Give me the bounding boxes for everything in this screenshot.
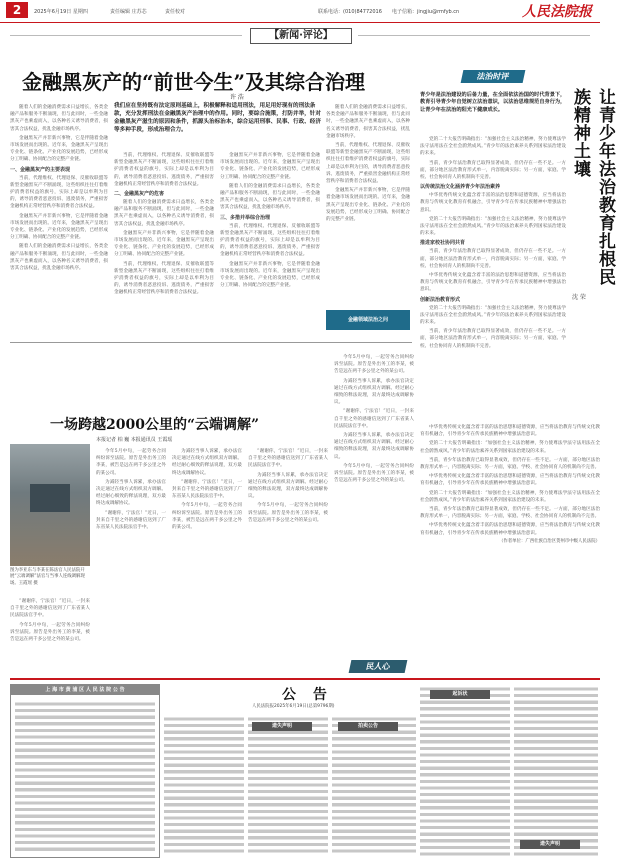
paragraph: 中华优秀传统文化蕴含着丰富的法治思想和道德资源，应当将法治教育与传统文化教育有机融合，引导青少年在传承民族精神中增强法治意识。 <box>420 273 566 293</box>
email: 电子信箱：jingjiu@rmfyb.cn <box>392 9 460 15</box>
paragraph: 今年5月中旬，一起劳务合同纠纷诉至法院。原告是外出务工的李某，被告是远在两千多公里之外的某公司。 <box>10 622 90 643</box>
sidebar-headline: 让青少年法治教育扎根民族精神土壤 <box>570 88 615 286</box>
paragraph: 当前，青少年法治教育已取得显著成效，但仍存在一些不足。一方面，部分地区法治教育形式单一，内容脱离实际；另一方面，家庭、学校、社会协同育人的机制尚不完善。 <box>420 160 566 181</box>
paragraph: 为减轻当事人诉累，承办法官决定通过在线方式组织双方调解。经过耐心细致的释法说理，双方最终达成调解协议。 <box>248 472 328 500</box>
paragraph: “谢谢你，宁法官！”近日，一封来自千里之外的感谢信送到了广东省某人民法院法官手中。 <box>96 510 166 531</box>
sidebar-author: 沈 荣 <box>572 294 586 301</box>
paragraph: 当前，代理维权、代理退保、反催收联盟等新型金融黑灰产不断涌现，这些组织往往打着维护消费者权益的旗号，实际上却是以牟利为目的，诱导消费者恶意投诉、逃废债务，严重损害金融机构正常经营秩序和消费者合法权益。 <box>114 153 214 187</box>
divider <box>358 35 590 36</box>
paragraph: 为减轻当事人诉累，承办法官决定通过在线方式组织双方调解。经过耐心细致的释法说理，双方最终达成调解协议。 <box>334 378 414 406</box>
paragraph: 金融黑灰产并非新兴事物，它是伴随着金融市场发展而出现的。近年来，金融黑灰产呈现出专业化、链条化、产业化的发展趋势，已经形成分工明确、协同配合的完整产业链。 <box>220 261 320 289</box>
sidebar-footer: （作者单位：广西壮族自治区贺州市中级人民法院） <box>499 538 600 544</box>
proof-credit: 责任校对 <box>165 9 186 15</box>
paragraph: 当前，代理维权、代理退保、反催收联盟等新型金融黑灰产不断涌现，这些组织往往打着维护消费者权益的旗号，实际上却是以牟利为目的，诱导消费者恶意投诉、逃废债务，严重损害金融机构正常经营秩序和消费者合法权益。 <box>114 261 214 296</box>
paragraph: 当前，青少年法治教育已取得显著成效，但仍存在一些不足。一方面，部分地区法治教育形式单一，内容脱离实际；另一方面，家庭、学校、社会协同育人的机制尚不完善。 <box>420 329 566 349</box>
main-column-3 <box>220 152 320 336</box>
paragraph: 为减轻当事人诉累，承办法官决定通过在线方式组织双方调解。经过耐心细致的释法说理，双方最终达成调解协议。 <box>172 449 242 476</box>
feature-column-2 <box>96 448 166 674</box>
announcement-column <box>332 714 416 856</box>
notice-tag: 遗失声明 <box>520 840 580 849</box>
paragraph: 当前，青少年法治教育已取得显著成效，但仍存在一些不足。一方面，部分地区法治教育形式单一，内容脱离实际；另一方面，家庭、学校、社会协同育人的机制尚不完善。 <box>420 457 600 471</box>
sidebar-lead: 青少年是法治建设的后备力量，在全面依法治国的时代背景下，教育引导青少年自觉树立法治意识，以法治思维规范自身行为，让青少年在法治的阳光下健康成长。 <box>420 92 566 113</box>
paragraph: 党的二十大报告明确指出：“加强社会主义法治精神，努力使尊法学法守法用法在全社会蔚然成风。”青少年的法治素养关系到国家法治建设的未来。 <box>420 490 600 503</box>
feature-photo <box>10 444 90 566</box>
subhead: 三、多措并举综合治理 <box>220 214 271 221</box>
screen-shape <box>30 484 70 512</box>
newspaper-logo: 人民法院报 <box>522 4 592 20</box>
divider <box>10 35 242 36</box>
notice-tag: 起诉状 <box>430 690 490 699</box>
hotline: 联系电话：(010)84772016 <box>318 9 382 15</box>
column-logo: 金融领域法治之问 <box>326 310 410 330</box>
paragraph: 党的二十大报告明确指出：“加强社会主义法治精神，努力使尊法学法守法用法在全社会蔚然成风。”青少年的法治素养关系到国家法治建设的未来。 <box>420 441 600 454</box>
subhead: 二、金融黑灰产的危害 <box>114 191 165 198</box>
main-column-4 <box>326 104 410 336</box>
commentary-banner: 法治时评 <box>461 70 526 83</box>
announcement-column <box>248 714 328 856</box>
paragraph: “谢谢你，宁法官！”近日，一封来自千里之外的感谢信送到了广东省某人民法院法官手中。 <box>248 449 328 469</box>
main-column-1 <box>10 104 108 336</box>
section-divider <box>10 678 600 680</box>
announcement-title: 公 告 <box>282 687 333 703</box>
paragraph: 当前，青少年法治教育已取得显著成效，但仍存在一些不足。一方面，部分地区法治教育形式单一，内容脱离实际；另一方面，家庭、学校、社会协同育人的机制尚不完善。 <box>420 507 600 520</box>
paragraph: 随着人们的金融消费需求日益增长，各类金融产品和服务不断涌现，但与此同时，一些金融黑灰产也乘虚而入，以各种名义诱导消费者，损害其合法权益，扰乱金融市场秩序。 <box>10 105 108 132</box>
feature-column-5 <box>334 354 414 654</box>
subhead: 以传统法治文化涵养青少年法治素养 <box>420 184 501 191</box>
paragraph: 党的二十大报告明确指出：“加强社会主义法治精神，努力使尊法学法守法用法在全社会蔚然成风。”青少年的法治素养关系到国家法治建设的未来。 <box>420 137 566 157</box>
paragraph: 当前，青少年法治教育已取得显著成效，但仍存在一些不足。一方面，部分地区法治教育形式单一，内容脱离实际；另一方面，家庭、学校、社会协同育人的机制尚不完善。 <box>420 249 566 269</box>
feature-caption: 图为李亚东与李某在陈法官人民法院开展“云端调解”法官与当事人连线调解现场。王霞瑶 摄 <box>10 568 85 586</box>
paragraph: 金融黑灰产并非新兴事物，它是伴随着金融市场发展而出现的。近年来，金融黑灰产呈现出专业化、链条化、产业化的发展趋势，已经形成分工明确、协同配合的完整产业链。 <box>114 230 214 258</box>
paragraph: “谢谢你，宁法官！”近日，一封来自千里之外的感谢信送到了广东省某人民法院法官手中。 <box>10 599 90 619</box>
paragraph: 中华优秀传统文化蕴含着丰富的法治思想和道德资源，应当将法治教育与传统文化教育有机融合，引导青少年在传承民族精神中增强法治意识。 <box>420 193 566 213</box>
paragraph: 今年5月中旬，一起劳务合同纠纷诉至法院。原告是外出务工的李某，被告是远在两千多公里之外的某公司。 <box>334 355 414 375</box>
feature-logo: 民人心 <box>349 660 408 673</box>
feature-column-4 <box>248 448 328 674</box>
paragraph: 今年5月中旬，一起劳务合同纠纷诉至法院。原告是外出务工的李某，被告是远在两千多公里之外的某公司。 <box>172 503 242 531</box>
main-lead: 我们应在坚持既有法定原则基础上，积极解释和适用刑法，用足用好现有的刑法条款，充分发挥刑法在金融黑灰产治理中的作用。同时，要综合施策，打防并举，针对金融黑灰产滋生的原因和条件，抓源头治标治本，综合运用刑事、民事、行政、经济等多种手段，形成治理合力。 <box>114 103 321 133</box>
paragraph: 中华优秀传统文化蕴含着丰富的法治思想和道德资源，应当将法治教育与传统文化教育有机融合，引导青少年在传承民族精神中增强法治意识。 <box>420 474 600 487</box>
notice-tag: 遗失声明 <box>252 722 312 731</box>
announcement-column <box>164 714 244 856</box>
paragraph: 随着人们的金融消费需求日益增长，各类金融产品和服务不断涌现，但与此同时，一些金融黑灰产也乘虚而入，以各种名义诱导消费者，损害其合法权益，扰乱金融市场秩序。 <box>10 244 108 272</box>
page-header <box>0 0 600 23</box>
subhead: 推进家校社协同共育 <box>420 240 466 247</box>
editor-credit: 责任编辑 庄苏芯 <box>110 9 147 15</box>
ad-text-block <box>15 699 155 853</box>
paragraph: 当前，代理维权、代理退保、反催收联盟等新型金融黑灰产不断涌现，这些组织往往打着维护消费者权益的旗号，实际上却是以牟利为目的，诱导消费者恶意投诉、逃废债务，严重损害金融机构正常经营秩序和消费者合法权益。 <box>326 143 410 185</box>
paragraph: 金融黑灰产并非新兴事物，它是伴随着金融市场发展而出现的。近年来，金融黑灰产呈现出专业化、链条化、产业化的发展趋势，已经形成分工明确、协同配合的完整产业链。 <box>220 153 320 180</box>
main-column-2 <box>114 152 214 336</box>
paragraph: 为减轻当事人诉累，承办法官决定通过在线方式组织双方调解。经过耐心细致的释法说理，双方最终达成调解协议。 <box>96 479 166 507</box>
divider <box>10 342 412 343</box>
sidebar-body <box>420 136 566 420</box>
paragraph: 今年5月中旬，一起劳务合同纠纷诉至法院。原告是外出务工的李某，被告是远在两千多公里之外的某公司。 <box>334 463 414 484</box>
sidebar-body-lower <box>420 424 600 704</box>
paragraph: 当前，代理维权、代理退保、反催收联盟等新型金融黑灰产不断涌现，这些组织往往打着维护消费者权益的旗号，实际上却是以牟利为目的，诱导消费者恶意投诉、逃废债务，严重损害金融机构正常经营秩序和消费者合法权益。 <box>220 223 320 258</box>
paragraph: 中华优秀传统文化蕴含着丰富的法治思想和道德资源，应当将法治教育与传统文化教育有机融合，引导青少年在传承民族精神中增强法治意识。 <box>420 523 600 536</box>
paragraph: 金融黑灰产并非新兴事物，它是伴随着金融市场发展而出现的。近年来，金融黑灰产呈现出专业化、链条化、产业化的发展趋势，已经形成分工明确、协同配合的完整产业链。 <box>326 188 410 223</box>
announcement-column <box>514 684 598 856</box>
main-headline: 金融黑灰产的“前世今生”及其综合治理 <box>22 70 366 94</box>
page-number: 2 <box>6 2 28 18</box>
feature-headline: 一场跨越2000公里的“云端调解” <box>50 417 260 433</box>
paragraph: 随着人们的金融消费需求日益增长，各类金融产品和服务不断涌现，但与此同时，一些金融黑灰产也乘虚而入，以各种名义诱导消费者，损害其合法权益，扰乱金融市场秩序。 <box>326 105 410 139</box>
main-author: 许 浩 <box>230 94 244 101</box>
announcement-subtitle: 人民法院报2025年6月19日(总第9796期) <box>252 704 335 709</box>
announcement-column <box>420 684 510 856</box>
paragraph: 随着人们的金融消费需求日益增长，各类金融产品和服务不断涌现，但与此同时，一些金融黑灰产也乘虚而入，以各种名义诱导消费者，损害其合法权益，扰乱金融市场秩序。 <box>114 200 214 227</box>
feature-column-3 <box>172 448 242 674</box>
paragraph: 为减轻当事人诉累，承办法官决定通过在线方式组织双方调解。经过耐心细致的释法说理，双方最终达成调解协议。 <box>334 433 414 460</box>
paragraph: “谢谢你，宁法官！”近日，一封来自千里之外的感谢信送到了广东省某人民法院法官手中。 <box>172 479 242 500</box>
paragraph: 党的二十大报告明确指出：“加强社会主义法治精神，努力使尊法学法守法用法在全社会蔚然成风。”青少年的法治素养关系到国家法治建设的未来。 <box>420 216 566 237</box>
ad-title: 上 海 市 黄 浦 区 人 民 法 院 公 告 <box>11 685 159 695</box>
subhead: 一、金融黑灰产的主要表现 <box>10 166 71 173</box>
paragraph: 今年5月中旬，一起劳务合同纠纷诉至法院。原告是外出务工的李某，被告是远在两千多公里之外的某公司。 <box>96 449 166 476</box>
ad-box <box>10 684 160 858</box>
paragraph: 今年5月中旬，一起劳务合同纠纷诉至法院。原告是外出务工的李某，被告是远在两千多公里之外的某公司。 <box>248 503 328 523</box>
paragraph: 金融黑灰产并非新兴事物，它是伴随着金融市场发展而出现的。近年来，金融黑灰产呈现出专业化、链条化、产业化的发展趋势，已经形成分工明确、协同配合的完整产业链。 <box>10 213 108 241</box>
section-title: 【新闻·评论】 <box>250 28 352 44</box>
paragraph: 中华优秀传统文化蕴含着丰富的法治思想和道德资源，应当将法治教育与传统文化教育有机融合，引导青少年在传承民族精神中增强法治意识。 <box>420 425 600 438</box>
paragraph: “谢谢你，宁法官！”近日，一封来自千里之外的感谢信送到了广东省某人民法院法官手中。 <box>334 409 414 429</box>
feature-byline: 本报记者 柏 巍 本报通讯员 王霞瑶 <box>96 437 173 443</box>
paragraph: 党的二十大报告明确指出：“加强社会主义法治精神，努力使尊法学法守法用法在全社会蔚然成风。”青少年的法治素养关系到国家法治建设的未来。 <box>420 305 566 326</box>
issue-date: 2025年6月19日 星期四 <box>34 9 88 15</box>
feature-column-1 <box>10 598 90 674</box>
subhead: 创新法治教育形式 <box>420 296 461 303</box>
paragraph: 随着人们的金融消费需求日益增长，各类金融产品和服务不断涌现，但与此同时，一些金融黑灰产也乘虚而入，以各种名义诱导消费者，损害其合法权益，扰乱金融市场秩序。 <box>220 183 320 211</box>
notice-tag: 拍卖公告 <box>338 722 398 731</box>
paragraph: 金融黑灰产并非新兴事物，它是伴随着金融市场发展而出现的。近年来，金融黑灰产呈现出专业化、链条化、产业化的发展趋势，已经形成分工明确、协同配合的完整产业链。 <box>10 135 108 163</box>
paragraph: 当前，代理维权、代理退保、反催收联盟等新型金融黑灰产不断涌现，这些组织往往打着维护消费者权益的旗号，实际上却是以牟利为目的，诱导消费者恶意投诉、逃废债务，严重损害金融机构正常经营秩序和消费者合法权益。 <box>10 175 108 210</box>
